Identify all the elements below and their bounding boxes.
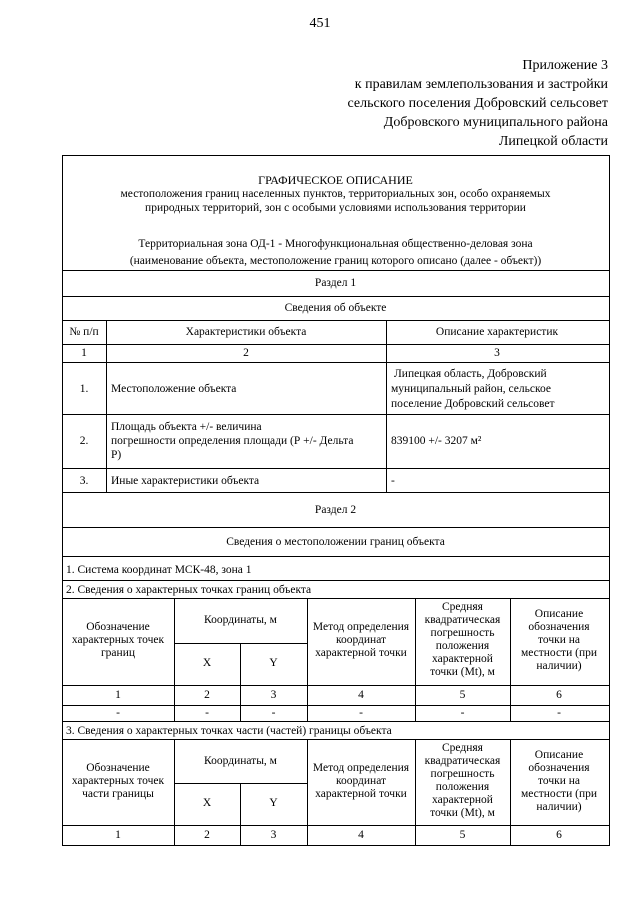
y-header: Y — [269, 657, 278, 669]
table-rule — [62, 739, 609, 740]
column-number: 5 — [459, 689, 466, 701]
row-number: 3. — [79, 475, 89, 487]
column-number: 2 — [204, 689, 210, 701]
row-name: погрешности определения площади (Р +/- Дельта — [111, 435, 354, 447]
coordinates-header: Координаты, м — [204, 755, 277, 767]
row-name: Р) — [111, 449, 122, 461]
table-rule — [62, 825, 609, 826]
empty-cell: - — [557, 707, 561, 719]
appendix-line: сельского поселения Добровский сельсовет — [347, 96, 608, 111]
table-rule — [62, 685, 609, 686]
table-rule — [62, 270, 609, 271]
row-value: муниципальный район, сельское — [391, 383, 551, 395]
designation-header: Обозначение характерных точек границ — [71, 621, 165, 659]
table-rule — [62, 705, 609, 706]
table-rule — [62, 468, 609, 469]
table-rule — [386, 320, 387, 492]
table-rule — [62, 320, 609, 321]
appendix-line: Приложение 3 — [522, 58, 608, 73]
column-number: 3 — [270, 689, 277, 701]
section-subtitle: Сведения о местоположении границ объекта — [226, 536, 445, 548]
empty-cell: - — [205, 707, 209, 719]
points-heading: 2. Сведения о характерных точках границ объекта — [66, 584, 312, 596]
table-rule — [106, 320, 107, 492]
description-header: Описание обозначения точки на местности (при наличии) — [520, 608, 598, 672]
empty-cell: - — [460, 707, 465, 719]
empty-cell: - — [359, 707, 363, 719]
table-rule — [62, 845, 609, 846]
column-header: № п/п — [69, 326, 99, 338]
method-header: Метод определения координат характерной точки — [312, 762, 410, 800]
column-number: 3 — [494, 347, 500, 359]
row-name: Местоположение объекта — [111, 383, 237, 395]
table-rule — [62, 527, 609, 528]
column-number: 5 — [459, 829, 466, 841]
parts-heading: 3. Сведения о характерных точках части (частей) границы объекта — [66, 725, 392, 737]
x-header: X — [202, 657, 212, 669]
table-rule — [62, 598, 609, 599]
empty-cell: - — [271, 707, 276, 719]
row-value: - — [391, 475, 395, 487]
section-title: Раздел 2 — [314, 504, 357, 516]
row-value: поселение Добровский сельсовет — [391, 398, 555, 410]
column-number: 1 — [81, 347, 87, 359]
coordinate-system: 1. Система координат МСК-48, зона 1 — [66, 564, 252, 576]
column-header: Характеристики объекта — [185, 326, 307, 338]
description-header: Описание обозначения точки на местности (при наличии) — [520, 749, 598, 813]
row-name: Площадь объекта +/- величина — [111, 421, 262, 433]
column-number: 6 — [556, 829, 562, 841]
designation-header: Обозначение характерных точек части границы — [71, 762, 165, 800]
table-rule — [62, 580, 609, 581]
row-value: Липецкая область, Добровский — [394, 368, 547, 380]
column-number: 3 — [270, 829, 277, 841]
table-rule — [62, 556, 609, 557]
document-title: ГРАФИЧЕСКОЕ ОПИСАНИЕ — [258, 173, 413, 187]
y-header: Y — [269, 797, 278, 809]
table-rule — [62, 362, 609, 363]
error-header: Средняя квадратическая погрешность положения характерной точки (Mt), м — [424, 601, 501, 678]
column-number: 2 — [204, 829, 210, 841]
column-header: Описание характеристик — [435, 326, 559, 338]
column-number: 1 — [115, 689, 121, 701]
appendix-line: к правилам землепользования и застройки — [354, 77, 608, 92]
section-subtitle: Сведения об объекте — [284, 302, 387, 314]
table-rule — [62, 414, 609, 415]
column-number: 4 — [358, 829, 364, 841]
method-header: Метод определения координат характерной точки — [312, 621, 410, 659]
column-number: 6 — [556, 689, 562, 701]
zone-note: (наименование объекта, местоположение границ которого описано (далее - объект)) — [129, 255, 542, 267]
row-value: 839100 +/- 3207 м² — [391, 435, 482, 447]
section-title: Раздел 1 — [314, 277, 357, 289]
column-number: 1 — [115, 829, 121, 841]
zone-name: Территориальная зона ОД-1 - Многофункциональная общественно-деловая зона — [138, 238, 533, 250]
column-number: 4 — [358, 689, 364, 701]
appendix-block — [348, 56, 608, 151]
row-name: Иные характеристики объекта — [111, 475, 260, 487]
column-number: 2 — [243, 347, 249, 359]
empty-cell: - — [116, 707, 120, 719]
row-number: 2. — [79, 435, 89, 447]
table-rule — [62, 721, 609, 722]
row-number: 1. — [79, 383, 89, 395]
x-header: X — [202, 797, 212, 809]
table-rule — [62, 344, 609, 345]
table-rule — [62, 492, 609, 493]
appendix-line: Липецкой области — [498, 134, 608, 149]
document-subtitle: природных территорий, зон с особыми условиями использования территории — [145, 202, 526, 214]
document-subtitle: местоположения границ населенных пунктов, территориальных зон, особо охраняемых — [120, 188, 551, 200]
coordinates-header: Координаты, м — [204, 614, 277, 626]
appendix-line: Добровского муниципального района — [383, 115, 608, 130]
table-rule — [62, 296, 609, 297]
error-header: Средняя квадратическая погрешность положения характерной точки (Mt), м — [424, 742, 501, 819]
page-number: 451 — [309, 16, 331, 31]
